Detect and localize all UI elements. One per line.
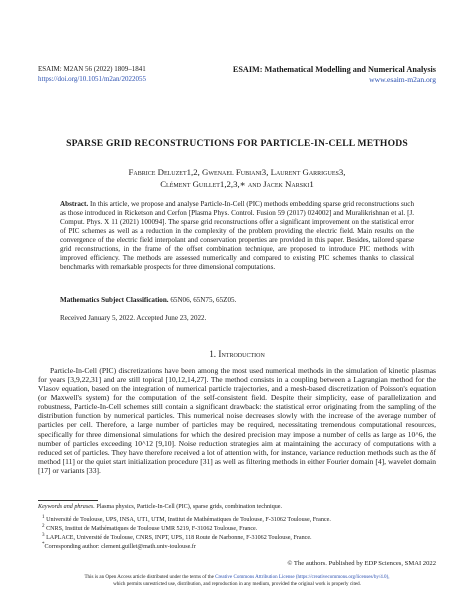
license-text-1: This is an Open Access article distributed under the terms of the: [84, 574, 216, 580]
received-dates: Received January 5, 2022. Accepted June 23, 2022.: [60, 314, 207, 322]
paper-title: SPARSE GRID RECONSTRUCTIONS FOR PARTICLE-IN-CELL METHODS: [66, 138, 408, 149]
author-line-1: Fabrice Deluzet1,2, Gwenael Fubiani3, Laurent Garrigues3,: [128, 167, 346, 177]
author-line-2: Clément Guillet1,2,3,∗ and Jacek Narski1: [160, 178, 314, 189]
journal-header-left: [38, 65, 146, 84]
abstract-text: In this article, we propose and analyse Particle-In-Cell (PIC) methods embedding sparse grid reconstructions such as those introduced in Ricketson and Cerfon [Plasma Phys. Control. Fusion 59 (2017) 024002] and Muralikrishnan et al. [J. Comput. Phys. X 11 (2021) 100094]. The sparse grid reconstructions offer a significant improvement on the statistical error of PIC schemes as well as a reduction in the complexity of the problem providing the electric field. Main results on the convergence of the electric field interpolant and conservation properties are provided in this paper. Besides, tailored sparse grid reconstructions, in the frame of the offset combination technique, are proposed to introduce PIC methods with improved efficiency. The methods are assessed numerically and compared to existing PIC schemes thanks to classical benchmarks with remarkable prospects for three dimensional computations.: [60, 200, 414, 271]
license-url[interactable]: (https://creativecommons.org/licenses/by/4.0),: [294, 574, 390, 580]
license-text-2: which permits unrestricted use, distribution, and reproduction in any medium, provided the original work is properly cited.: [113, 580, 361, 587]
section-title: Introduction: [218, 349, 265, 359]
footnote-divider: [38, 500, 98, 501]
abstract: [60, 200, 414, 272]
license-notice: [0, 574, 474, 587]
keywords: [38, 504, 436, 512]
doi-link[interactable]: https://doi.org/10.1051/m2an/2022055: [38, 74, 146, 83]
affiliation-1: $^1$ Université de Toulouse, UPS, INSA, UT1, UTM, Institut de Mathématiques de Toulouse, F-31062 Toulouse, France.: [42, 514, 331, 524]
journal-reference: ESAIM: M2AN 56 (2022) 1809–1841: [38, 65, 146, 73]
intro-paragraph: Particle-In-Cell (PIC) discretizations have been among the most used numerical methods in the simulation of kinetic plasmas for years [3,9,22,31] and are still topical [10,12,14,27]. The method consists in a coupling between a Lagrangian method for the Vlasov equation, based on the integration of numerical particle trajectories, and a mesh-based discretization of Poisson's equation (or Maxwell's system) for the computation of the self-consistent field. Despite their simplicity, ease of parallelization and robustness, Particle-In-Cell schemes still contain a significant drawback: the statistical error originating from the sampling of the distribution function by numerical particles. This numerical noise decreases slowly with the increase of the average number of particles per cell. Therefore, a large number of particles may be required, necessitating tremendous computational resources, specifically for three dimensional simulations for which the desired precision may impose a number of cells as large as 10^6, the number of particles exceeding 10^12 [9,10]. Noise reduction strategies aim at maintaining the accuracy of computations with a reduced set of particles. They have therefore received a lot of attention with, for instance, variance reduction methods such as the δf method [11] or the quiet start initialization procedure [31] as well as filtering methods in either Fourier domain [4], wavelet domain [17] or variants [33].: [38, 366, 436, 475]
affiliation-1-text: Université de Toulouse, UPS, INSA, UT1, UTM, Institut de Mathématiques de Toulouse, F-31062 Toulouse, France.: [46, 517, 331, 524]
affiliation-2-text: CNRS, Institut de Mathématiques de Toulouse UMR 5219, F-31062 Toulouse, France.: [46, 526, 258, 533]
abstract-label: Abstract.: [60, 200, 89, 208]
affiliation-3: $^3$ LAPLACE, Université de Toulouse, CNRS, INPT, UPS, 118 Route de Narbonne, F-31062 Toulouse, France.: [42, 532, 312, 542]
corresponding-author: *Corresponding author: clement.guillet@math.univ-toulouse.fr: [42, 541, 196, 551]
journal-header-right: [233, 65, 436, 85]
copyright-notice: © The authors. Published by EDP Sciences, SMAI 2022: [287, 560, 436, 567]
msc-label: Mathematics Subject Classification.: [60, 296, 169, 304]
journal-url[interactable]: www.esaim-m2an.org: [369, 75, 436, 84]
corresponding-author-text: Corresponding author: clement.guillet@math.univ-toulouse.fr: [44, 544, 196, 551]
license-link[interactable]: Creative Commons Attribution License: [215, 574, 295, 580]
affiliation-2: $^2$ CNRS, Institut de Mathématiques de Toulouse UMR 5219, F-31062 Toulouse, France.: [42, 523, 258, 533]
author-list: [60, 167, 414, 190]
section-heading: [0, 349, 474, 359]
msc-codes: 65N06, 65N75, 65Z05.: [170, 296, 237, 304]
keywords-text: Plasma physics, Particle-In-Cell (PIC), sparse grids, combination technique.: [96, 504, 283, 510]
affiliation-3-text: LAPLACE, Université de Toulouse, CNRS, INPT, UPS, 118 Route de Narbonne, F-31062 Toulouse, France.: [46, 535, 312, 542]
subject-classification: [60, 296, 414, 305]
keywords-label: Keywords and phrases.: [38, 504, 95, 510]
journal-name: ESAIM: Mathematical Modelling and Numerical Analysis: [232, 65, 436, 74]
section-number: 1.: [209, 349, 217, 359]
